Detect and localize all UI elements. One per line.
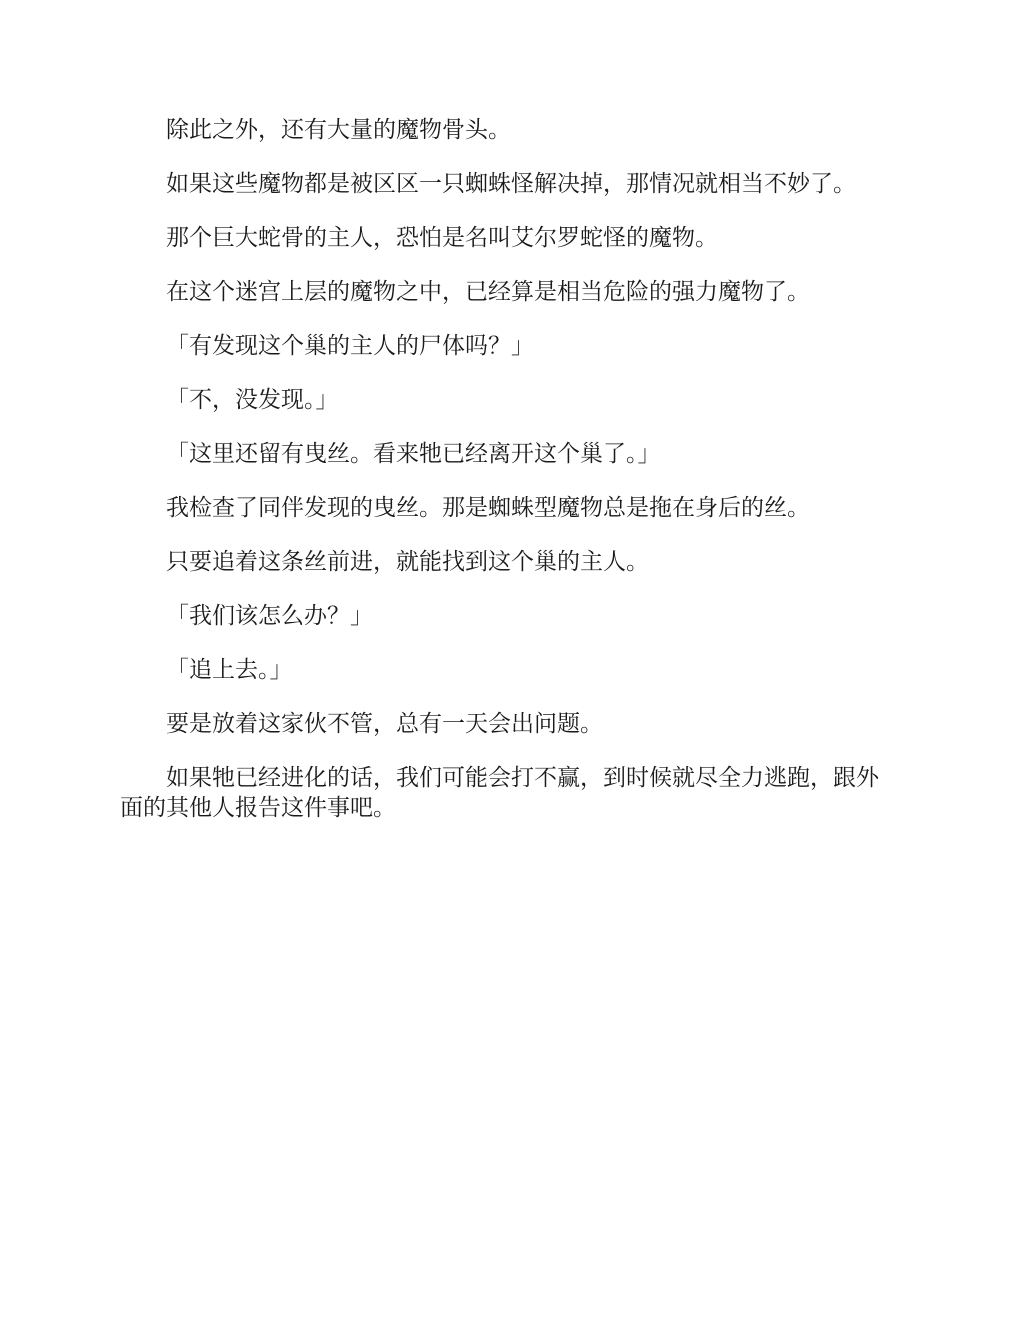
paragraph: 除此之外，还有大量的魔物骨头。 <box>166 117 511 143</box>
dialogue-line: 「有发现这个巢的主人的尸体吗？」 <box>166 333 534 359</box>
dialogue-line: 「不，没发现。」 <box>166 387 339 413</box>
paragraph: 那个巨大蛇骨的主人，恐怕是名叫艾尔罗蛇怪的魔物。 <box>166 225 718 251</box>
document-page <box>120 115 890 847</box>
paragraph: 我检查了同伴发现的曳丝。那是蜘蛛型魔物总是拖在身后的丝。 <box>166 495 810 521</box>
paragraph: 只要追着这条丝前进，就能找到这个巢的主人。 <box>166 549 649 575</box>
dialogue-line: 「追上去。」 <box>166 657 293 683</box>
paragraph: 在这个迷宫上层的魔物之中，已经算是相当危险的强力魔物了。 <box>166 279 810 305</box>
paragraph: 如果这些魔物都是被区区一只蜘蛛怪解决掉，那情况就相当不妙了。 <box>166 171 856 197</box>
paragraph: 如果牠已经进化的话，我们可能会打不赢，到时候就尽全力逃跑，跟外面的其他人报告这件事吧。 <box>120 765 879 821</box>
dialogue-line: 「我们该怎么办？」 <box>166 603 373 629</box>
paragraph: 要是放着这家伙不管，总有一天会出问题。 <box>166 711 603 737</box>
dialogue-line: 「这里还留有曳丝。看来牠已经离开这个巢了。」 <box>166 441 661 467</box>
